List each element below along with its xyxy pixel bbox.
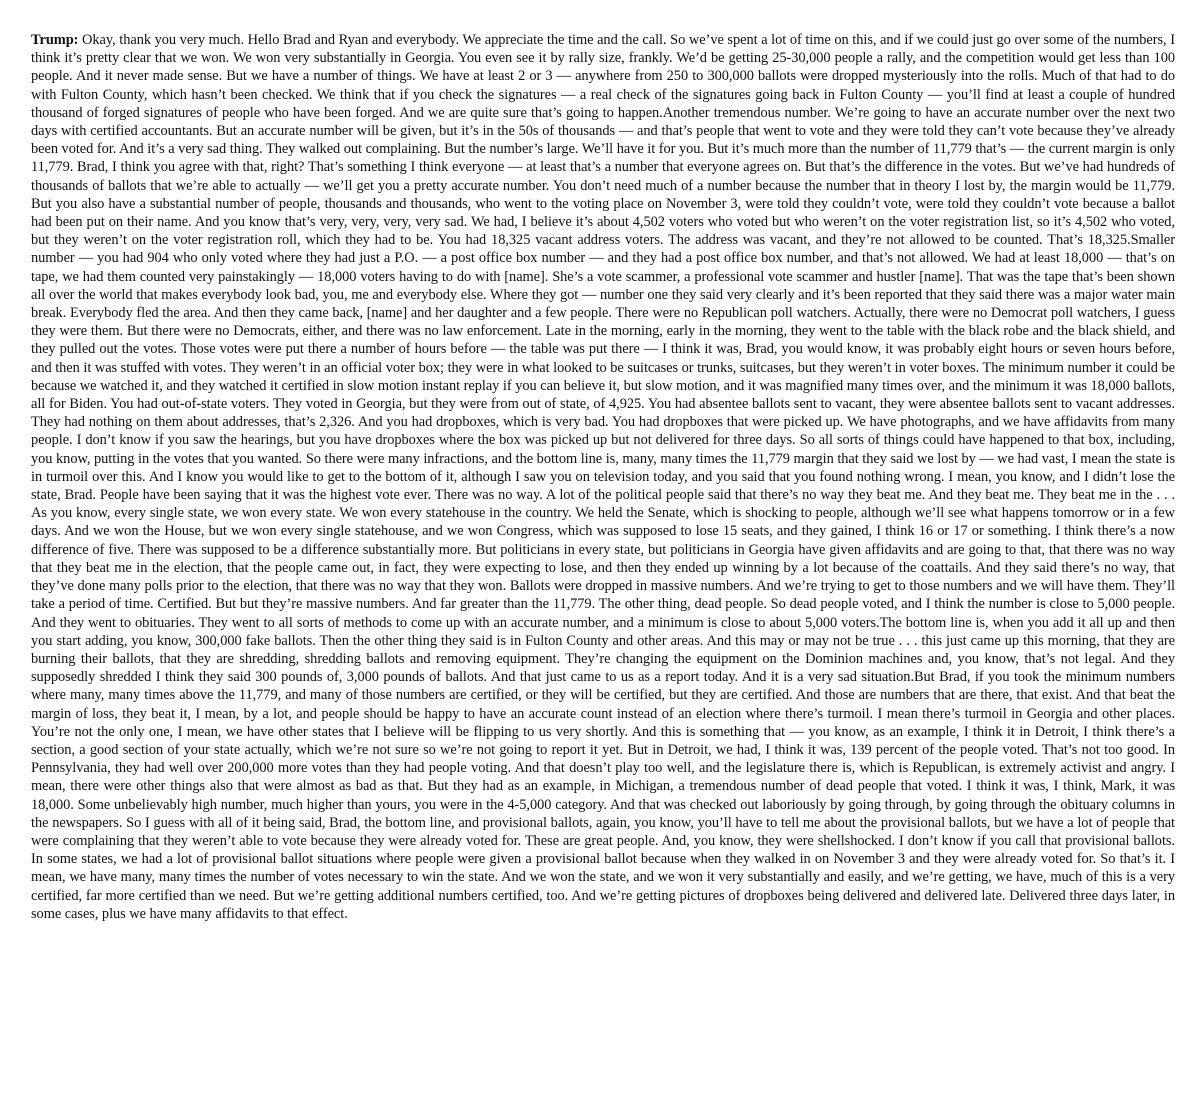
transcript-paragraph <box>31 31 1175 923</box>
transcript-text: Okay, thank you very much. Hello Brad and Ryan and everybody. We appreciate the time and the call. So we’ve spent a lot of time on this, and if we could just go over some of the numbers, I think it’s pretty clear that we won. We won very substantially in Georgia. You even see it by rally size, frankly. We’d be getting 25-30,000 people a rally, and the competition would get less than 100 people. And it never made sense. But we have a number of things. We have at least 2 or 3 — anywhere from 250 to 300,000 ballots were dropped mysteriously into the rolls. Much of that had to do with Fulton County, which hasn’t been checked. We think that if you check the signatures — a real check of the signatures going back in Fulton County — you’ll find at least a couple of hundred thousand of forged signatures of people who have been forged. And we are quite sure that’s going to happen.Another tremendous number. We’re going to have an accurate number over the next two days with certified accountants. But an accurate number will be given, but it’s in the 50s of thousands — and that’s people that went to vote and they were told they can’t vote because they’ve already been voted for. And it’s a very sad thing. They walked out complaining. But the number’s large. We’ll have it for you. But it’s much more than the number of 11,779 that’s — the current margin is only 11,779. Brad, I think you agree with that, right? That’s something I think everyone — at least that’s a number that everyone agrees on. But that’s the difference in the votes. But we’ve had hundreds of thousands of ballots that we’re able to actually — we’ll get you a pretty accurate number. You don’t need much of a number because the number that in theory I lost by, the margin would be 11,779. But you also have a substantial number of people, thousands and thousands, who went to the voting place on November 3, were told they couldn’t vote, were told they couldn’t vote because a ballot had been put on their name. And you know that’s very, very, very, very sad. We had, I believe it’s about 4,502 voters who voted but who weren’t on the voter registration list, so it’s 4,502 who voted, but they weren’t on the voter registration roll, which they had to be. You had 18,325 vacant address voters. The address was vacant, and they’re not allowed to be counted. That’s 18,325.Smaller number — you had 904 who only voted where they had just a P.O. — a post office box number — and they had a post office box number, and that’s not allowed. We had at least 18,000 — that’s on tape, we had them counted very painstakingly — 18,000 voters having to do with [name]. She’s a vote scammer, a professional vote scammer and hustler [name]. That was the tape that’s been shown all over the world that makes everybody look bad, you, me and everybody else. Where they got — number one they said very clearly and it’s been reported that they said there was a major water main break. Everybody fled the area. And then they came back, [name] and her daughter and a few people. There were no Republican poll watchers. Actually, there were no Democrat poll watchers, I guess they were them. But there were no Democrats, either, and there was no law enforcement. Late in the morning, early in the morning, they went to the table with the black robe and the black shield, and they pulled out the votes. Those votes were put there a number of hours before — the table was put there — I think it was, Brad, you would know, it was probably eight hours or seven hours before, and then it was stuffed with votes. They weren’t in an official voter box; they were in what looked to be suitcases or trunks, suitcases, but they weren’t in voter boxes. The minimum number it could be because we watched it, and they watched it certified in slow motion instant replay if you can believe it, but slow motion, and it was magnified many times over, and the minimum it was 18,000 ballots, all for Biden. You had out-of-state voters. They voted in Georgia, but they were from out of state, of 4,925. You had absentee ballots sent to vacant, they were absentee ballots sent to vacant addresses. They had nothing on them about addresses, that’s 2,326. And you had dropboxes, which is very bad. You had dropboxes that were picked up. We have photographs, and we have affidavits from many people. I don’t know if you saw the hearings, but you have dropboxes where the box was picked up but not delivered for three days. So all sorts of things could have happened to that box, including, you know, putting in the votes that you wanted. So there were many infractions, and the bottom line is, many, many times the 11,779 margin that they said we lost by — we had vast, I mean the state is in turmoil over this. And I know you would like to get to the bottom of it, although I saw you on television today, and you said that you found nothing wrong. I mean, you know, and I didn’t lose the state, Brad. People have been saying that it was the highest vote ever. There was no way. A lot of the political people said that there’s no way they beat me. And they beat me. They beat me in the . . . As you know, every single state, we won every state. We won every statehouse in the country. We held the Senate, which is shocking to people, although we’ll see what happens tomorrow or in a few days. And we won the House, but we won every single statehouse, and we won Congress, which was supposed to lose 15 seats, and they gained, I think 16 or 17 or something. I think there’s a now difference of five. There was supposed to be a difference substantially more. But politicians in every state, but politicians in Georgia have given affidavits and are going to that, that there was no way that they beat me in the election, that the people came out, in fact, they were expecting to lose, and then they ended up winning by a lot because of the coattails. And they said there’s no way, that they’ve done many polls prior to the election, that there was no way that they won. Ballots were dropped in massive numbers. And we’re trying to get to those numbers and we will have them. They’ll take a period of time. Certified. But but they’re massive numbers. And far greater than the 11,779. The other thing, dead people. So dead people voted, and I think the number is close to 5,000 people. And they went to obituaries. They went to all sorts of methods to come up with an accurate number, and a minimum is close to about 5,000 voters.The bottom line is, when you add it all up and then you start adding, you know, 300,000 fake ballots. Then the other thing they said is in Fulton County and other areas. And this may or may not be true . . . this just came up this morning, that they are burning their ballots, that they are shredding, shredding ballots and removing equipment. They’re changing the equipment on the Dominion machines and, you know, that’s not legal. And they supposedly shredded I think they said 300 pounds of, 3,000 pounds of ballots. And that just came to us as a report today. And it is a very sad situation.But Brad, if you took the minimum numbers where many, many times above the 11,779, and many of those numbers are certified, or they will be certified, but they are certified. And those are numbers that are there, that exist. And that beat the margin of loss, they beat it, I mean, by a lot, and people should be happy to have an accurate count instead of an election where there’s turmoil. I mean there’s turmoil in Georgia and other places. You’re not the only one, I mean, we have other states that I believe will be flipping to us very shortly. And this is something that — you know, as an example, I think it in Detroit, I think there’s a section, a good section of your state actually, which we’re not sure so we’re not going to report it yet. But in Detroit, we had, I think it was, 139 percent of the people voted. That’s not too good. In Pennsylvania, they had well over 200,000 more votes than they had people voting. And that doesn’t play too well, and the legislature there is, which is Republican, is extremely activist and angry. I mean, there were other things also that were almost as bad as that. But they had as an example, in Michigan, a tremendous number of dead people that voted. I think it was, I think, Mark, it was 18,000. Some unbelievably high number, much higher than yours, you were in the 4-5,000 category. And that was checked out laboriously by going through, by going through the obituary columns in the newspapers. So I guess with all of it being said, Brad, the bottom line, and provisional ballots, again, you know, you’ll have to tell me about the provisional ballots, but we have a lot of people that were complaining that they weren’t able to vote because they were already voted for. These are great people. And, you know, they were shellshocked. I don’t know if you call that provisional ballots. In some states, we had a lot of provisional ballot situations where people were given a provisional ballot because when they walked in on November 3 and they were already voted for. So that’s it. I mean, we have many, many times the number of votes necessary to win the state. And we won the state, and we won it very substantially and easily, and we’re getting, we have, much of this is a very certified, far more certified than we need. But we’re getting additional numbers certified, too. And we’re getting pictures of dropboxes being delivered and delivered late. Delivered three days later, in some cases, plus we have many affidavits to that effect. <box>31 32 1175 922</box>
speaker-label: Trump: <box>31 32 79 48</box>
